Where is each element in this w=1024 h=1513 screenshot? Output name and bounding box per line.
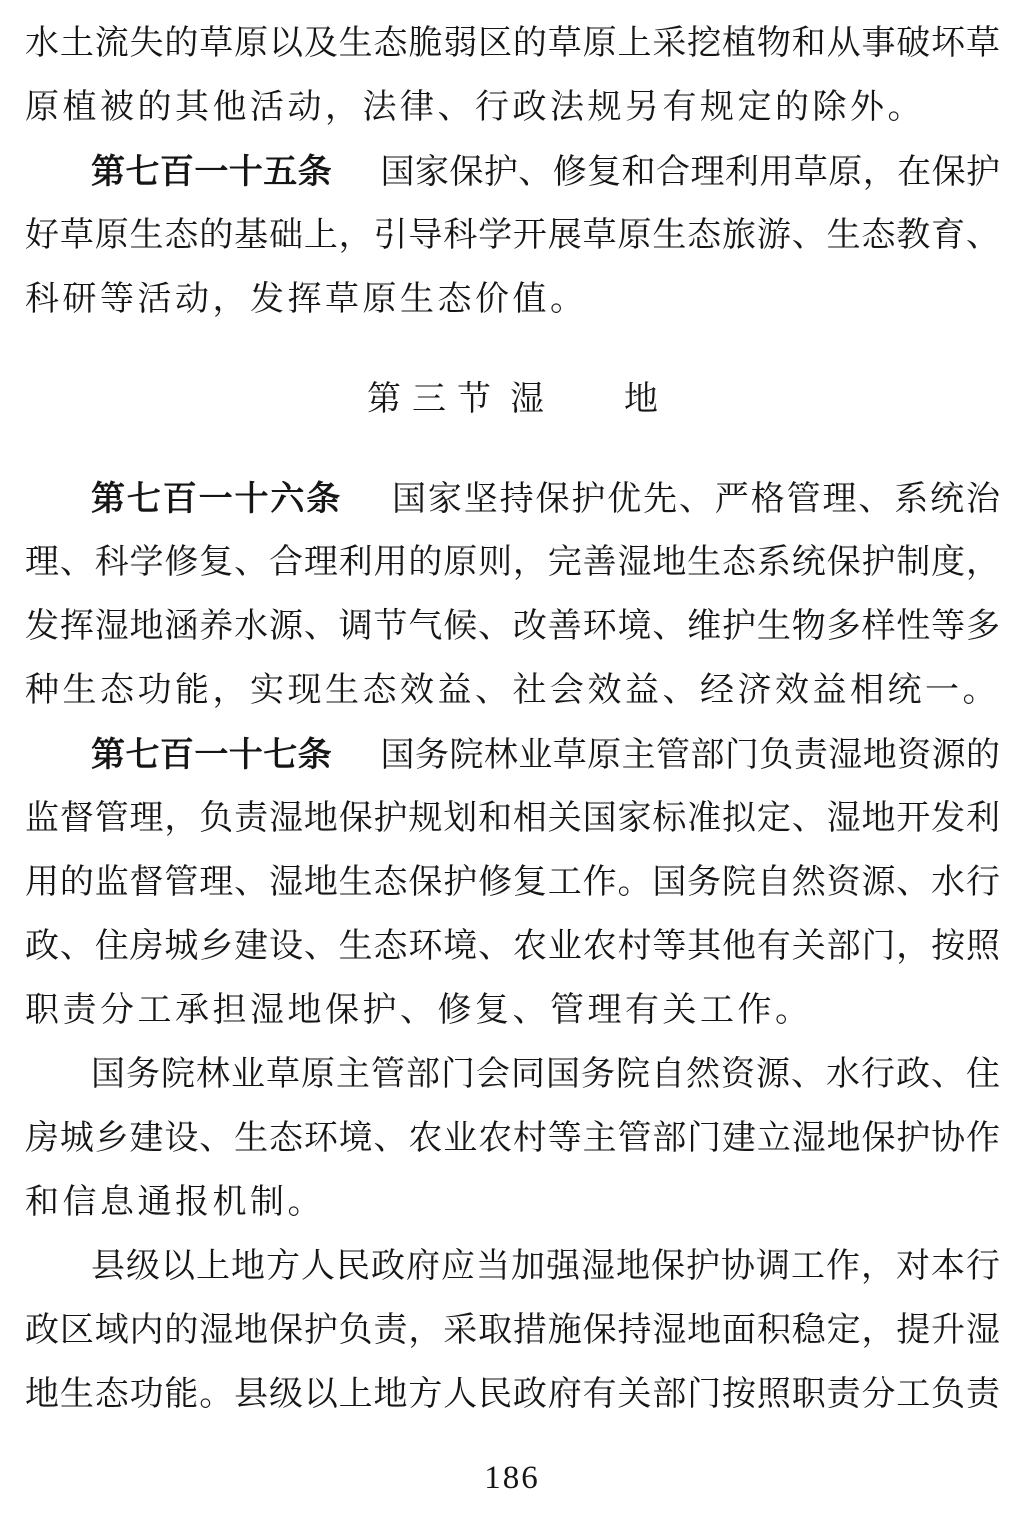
text-line: 用的监督管理、湿地生态保护修复工作。国务院自然资源、水行 bbox=[25, 864, 1000, 901]
text-line bbox=[25, 467, 1000, 531]
text-line: 发挥湿地涵养水源、调节气候、改善环境、维护生物多样性等多 bbox=[25, 608, 1000, 645]
text-column bbox=[25, 12, 1000, 1427]
text-line: 和信息通报机制。 bbox=[25, 1184, 325, 1221]
section-heading bbox=[25, 368, 1000, 432]
paragraph bbox=[25, 723, 1000, 1043]
text-line: 水土流失的草原以及生态脆弱区的草原上采挖植物和从事破坏草 bbox=[25, 25, 1000, 62]
paragraph bbox=[25, 467, 1000, 723]
text-line: 种生态功能，实现生态效益、社会效益、经济效益相统一。 bbox=[25, 672, 1000, 709]
article-text: 国家坚持保护优先、严格管理、系统治 bbox=[390, 481, 1000, 518]
text-line: 房城乡建设、生态环境、农业农村等主管部门建立湿地保护协作 bbox=[25, 1120, 1000, 1157]
text-line: 好草原生态的基础上，引导科学开展草原生态旅游、生态教育、 bbox=[25, 217, 1000, 254]
section-number: 第三节 bbox=[367, 381, 502, 418]
paragraph bbox=[25, 140, 1000, 332]
paragraph bbox=[25, 12, 1000, 140]
page-number: 186 bbox=[484, 1460, 540, 1496]
text-line: 原植被的其他活动，法律、行政法规另有规定的除外。 bbox=[25, 89, 925, 126]
article-text: 国务院林业草原主管部门负责湿地资源的 bbox=[380, 737, 1000, 774]
article-number: 第七百一十五条 bbox=[91, 153, 333, 191]
text-line: 政区域内的湿地保护负责，采取措施保持湿地面积稳定，提升湿 bbox=[25, 1312, 1000, 1349]
paragraph bbox=[25, 1043, 1000, 1235]
paragraphs-before-heading bbox=[25, 12, 1000, 332]
text-line: 科研等活动，发挥草原生态价值。 bbox=[25, 281, 588, 318]
text-line: 政、住房城乡建设、生态环境、农业农村等其他有关部门，按照 bbox=[25, 928, 1000, 965]
article-number: 第七百一十七条 bbox=[91, 736, 333, 774]
text-line: 地生态功能。县级以上地方人民政府有关部门按照职责分工负责 bbox=[25, 1376, 1000, 1413]
paragraphs-after-heading bbox=[25, 467, 1000, 1427]
article-number: 第七百一十六条 bbox=[91, 480, 343, 518]
text-line: 职责分工承担湿地保护、修复、管理有关工作。 bbox=[25, 992, 813, 1029]
paragraph bbox=[25, 1235, 1000, 1427]
section-title-char-2: 地 bbox=[624, 381, 658, 418]
article-text: 国家保护、修复和合理利用草原，在保护 bbox=[380, 154, 1000, 191]
text-line: 理、科学修复、合理利用的原则，完善湿地生态系统保护制度， bbox=[25, 544, 1000, 581]
text-line bbox=[25, 723, 1000, 787]
text-line: 国务院林业草原主管部门会同国务院自然资源、水行政、住 bbox=[91, 1056, 1000, 1093]
section-title-char-1: 湿 bbox=[510, 381, 544, 418]
text-line: 县级以上地方人民政府应当加强湿地保护协调工作，对本行 bbox=[91, 1248, 1000, 1285]
text-line: 监督管理，负责湿地保护规划和相关国家标准拟定、湿地开发利 bbox=[25, 800, 1000, 837]
text-line bbox=[25, 140, 1000, 204]
